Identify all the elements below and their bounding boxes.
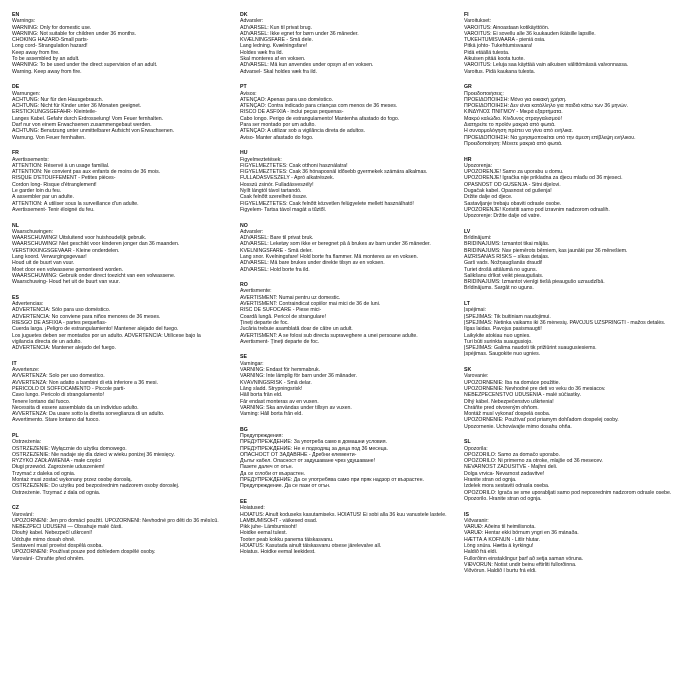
warning-line: Lång sladd. Strypningsrisk!: [240, 385, 303, 392]
section-heading: Varovanie:: [464, 373, 489, 380]
warning-line: WAARSCHUWING: Gebruik onder direct toezicht van een volwassene.: [12, 272, 176, 279]
section-heading: Avisos:: [240, 90, 257, 97]
warning-section-ee: [240, 499, 462, 556]
warning-line: ΠΡΟΕΙΔΟΠΟΙΗΣΗ: Δεν είναι κατάλληλο για παιδιά κάτω των 36 μηνών.: [464, 103, 629, 110]
section-heading: Avvertenze:: [12, 367, 40, 374]
warning-line: ADVARSEL: Ikke egnet for børn under 36 måneder.: [240, 30, 359, 37]
language-code: SL: [464, 439, 471, 446]
warning-line: OSTRZEŻENIE: Nie nadaje się dla dzieci w wieku poniżej 36 miesięcy.: [12, 451, 175, 458]
warning-line: Viðvörun. Haldið í burtu frá eldi.: [464, 568, 537, 575]
warning-line: UPOZORENJE! Samo za uporabu u domu.: [464, 169, 564, 176]
warning-line: VERSTIKKINGSGEVAAR - Kleine onderdelen.: [12, 247, 120, 254]
warning-line: Lang koord. Verwurgingsgevaar!: [12, 253, 87, 260]
warning-section-ro: [240, 282, 462, 345]
warning-line: PERICOLO DI SOFFOCAMENTO - Piccole parti-: [12, 385, 126, 392]
warning-line: OPOZORILO: Igrača se sme uporabljati samo pod neposrednim nadzorom odrasle osebe.: [464, 489, 672, 496]
warning-line: Advarsel- Skal holdes væk fra ild.: [240, 68, 317, 75]
warning-section-no: [240, 223, 462, 273]
warning-line: RISC DE SUFOCARE - Piese mici-: [240, 307, 322, 314]
warning-line: NEBEZPEČENSTVO UDUSENIA - malé súčiastky.: [464, 392, 581, 399]
warning-line: Varoitus. Pidä kaukana tulesta.: [464, 68, 536, 75]
section-heading: Hoiatused:: [240, 505, 265, 512]
section-heading: Warnings:: [12, 18, 36, 25]
warning-line: ATENÇÃO: Contra indicado para crianças com menos de 36 meses.: [240, 103, 398, 110]
warning-line: Ilgas laidas. Pavojus pasismaugti!: [464, 326, 542, 333]
warning-line: Figyelem- Tartsa távol magát a tűztől.: [240, 206, 327, 213]
warning-line: Udržujte mimo dosah ohně.: [12, 536, 76, 543]
warning-line: Trzymać z daleka od ognia.: [12, 470, 76, 477]
section-heading: Ostrzeżenia:: [12, 439, 42, 446]
warning-line: Brīdinājums. Sargāt no uguns.: [464, 285, 534, 292]
warning-line: AVVERTENZA: Da usare sotto la diretta sorveglianza di un adulto.: [12, 411, 165, 418]
language-code: DK: [240, 12, 248, 18]
warning-line: Turiet drošā attālumā no uguns.: [464, 266, 538, 273]
warning-line: Long cord- Strangulation hazard!: [12, 43, 88, 50]
warning-line: RIESGO DE ASFIXIA - partes pequeñas-: [12, 319, 107, 326]
warning-line: AVERTISMENT: Numai pentru uz domestic.: [240, 294, 341, 301]
section-heading: Viðvaranir:: [464, 517, 489, 524]
section-heading: Figyelmeztetések:: [240, 156, 282, 163]
warning-line: ACHTUNG: Nur für den Hausgebrauch.: [12, 96, 104, 103]
warning-line: Skal monteres af en voksen.: [240, 56, 306, 63]
warning-line: FIGYELMEZTETÉS: Csak felnőtt közvetlen felügyelete mellett használható!: [240, 200, 414, 207]
warning-line: Držite dalje od djece.: [464, 194, 513, 201]
warning-section-nl: [12, 223, 232, 286]
warning-line: ATTENTION: Réservé à un usage familial.: [12, 162, 110, 169]
warning-line: VARÚÐ: Aðeins til heimilisnota.: [464, 524, 536, 531]
language-code: HU: [240, 150, 248, 157]
warning-line: Pidä etäällä tulesta.: [464, 49, 510, 56]
language-code: NL: [12, 222, 19, 229]
language-code: BG: [240, 426, 248, 433]
warning-line: Lang snor. Kvelningsfare! Hold borte fra flammer. Må monteres av en voksen.: [240, 253, 418, 260]
warning-line: ADVARSEL: Hold borte fra ild.: [240, 266, 310, 273]
warning-line: Montáž musí vykonať dospelá osoba.: [464, 411, 551, 418]
language-code: LV: [464, 228, 471, 235]
column-right: [464, 12, 690, 584]
warning-line: ĮSPĖJIMAS: Netinka vaikams iki 36 mėnesių. PAVOJUS UŽSPRINGTI - mažos detalės.: [464, 319, 666, 326]
language-code: FI: [464, 12, 469, 18]
warning-line: ADVARSEL: Må kun anvendes under opsyn af en voksen.: [240, 62, 374, 69]
warning-line: NEBEZPEČÍ UDUŠENÍ — Obsahuje malé části.: [12, 524, 123, 531]
warning-line: HÆTTA Á KÖFNUN - Litlir hlutar.: [464, 536, 540, 543]
warning-line: AIZRĪŠANĀS RISKS – sīkas detaļas.: [464, 253, 550, 260]
language-code: GR: [464, 84, 472, 91]
warning-line: Cabo longo. Perigo de estrangulamento! Mantenha afastado do fogo.: [240, 115, 400, 122]
warning-line: WARNING: Not suitable for children under 36 months.: [12, 30, 137, 37]
warning-line: Lang ledning. Kvælningsfare!: [240, 43, 308, 50]
warning-line: UPOZORENJE! Koristiti samo pod izravnim nadzorom odraslih.: [464, 206, 610, 213]
warning-line: Hosszú zsinór. Fulladásveszély!: [240, 181, 314, 188]
warning-line: Löng snúra. Hætta á kyrkingu!: [464, 543, 534, 550]
warning-line: Η συναρμολόγηση πρέπει να γίνει από ενήλικα.: [464, 128, 573, 135]
warning-section-lt: [464, 301, 690, 358]
warning-line: RISCO DE ASFIXIA - inclui peças pequenas-: [240, 109, 344, 116]
warning-line: ATTENTION: Ne convient pas aux enfants de moins de 36 mois.: [12, 169, 161, 176]
warning-line: ADVARSEL: Må bare brukes under direkte tilsyn av en voksen.: [240, 260, 385, 267]
warning-line: Para ser montado por um adulto.: [240, 122, 316, 129]
warning-line: OPASNOST OD GUŠENJA - Sitni dijelovi.: [464, 181, 561, 188]
warning-line: Sestavení musí provést dospělá osoba.: [12, 543, 103, 550]
warning-line: WAARSCHUWING! Uitsluitend voor huishoudelijk gebruik.: [12, 235, 147, 242]
warning-line: Hranite stran od ognja.: [464, 477, 517, 484]
warning-line: ADVERTENCIA: Mantener alejado del fuego.: [12, 345, 116, 352]
warning-line: Upozorenje: Držite dalje od vatre.: [464, 213, 541, 220]
warning-line: ПРЕДУПРЕЖДЕНИЕ: За употреба само в домашни условия.: [240, 439, 387, 446]
warning-line: UPOZORNENIE: Používať pod priamym dohľadom dospelej osoby.: [464, 417, 619, 424]
warning-line: Предупреждение. Да се пази от огън.: [240, 483, 331, 490]
warning-line: Aikuisen pitää koota tuote.: [464, 56, 525, 63]
warning-line: ADVERTENCIA: No conviene para niños menores de 36 meses.: [12, 313, 161, 320]
warning-line: ACHTUNG: Nicht für Kinder unter 36 Monaten geeignet.: [12, 103, 142, 110]
section-heading: Avertissements:: [12, 156, 49, 163]
section-heading: Varoitukset:: [464, 18, 492, 25]
warning-line: KVÆLNINGSFARE - Små dele.: [240, 37, 313, 44]
language-code: CZ: [12, 505, 19, 512]
warning-line: VAROITUS: Ei sovellu alle 36 kuukauden ikäisille lapsille.: [464, 30, 596, 37]
warning-line: Upozornenie. Uchovávajte mimo dosahu ohňa.: [464, 423, 572, 430]
warning-section-gr: [464, 84, 690, 147]
section-heading: Opozorila:: [464, 445, 488, 452]
warning-line: AVVERTENZA: Solo per uso domestico.: [12, 373, 105, 380]
warning-section-dk: [240, 12, 462, 75]
warning-line: ATENÇÃO: A utilizar sob a vigilância direta de adultos.: [240, 128, 366, 135]
warning-line: Cavo lungo. Pericolo di strangolamento!: [12, 392, 104, 399]
warning-line: UPOZORNENIE: Iba na domáce použitie.: [464, 379, 561, 386]
warning-line: KVÄVNINGSRISK - Små delar.: [240, 379, 312, 386]
warning-line: Garš vads. Nožņaugšanās draudi!: [464, 260, 543, 267]
warning-line: VAROITUS: Leluja saa käyttää vain aikuisen välittömässä valvonnassa.: [464, 62, 629, 69]
warning-line: LÄMBUMISOHT - väikesed osad.: [240, 517, 318, 524]
warning-line: HOIATUS: Ainult koduseks kasutamiseks. HOIATUS! Ei sobi alla 36 kuu vanustele lastele.: [240, 511, 447, 518]
warning-line: Los juguetes deben ser montados por un adulto. ADVERTENCIA: Utilícese bajo la: [12, 332, 201, 339]
warning-line: À assembler par un adulte.: [12, 194, 74, 201]
warning-section-is: [464, 512, 690, 575]
warning-line: AVERTISMENT: A se folosi sub directa supraveghere a unei persoane adulte.: [240, 332, 418, 339]
warning-line: WARNING: Only for domestic use.: [12, 24, 92, 31]
warning-line: Dugačak kabel. Opasnost od gušenja!: [464, 188, 552, 195]
warning-line: Διατηρείτε το προϊόν μακριά από φωτιά.: [464, 122, 556, 129]
warning-line: NEVARNOST ZADUŠITVE - Majhni deli.: [464, 464, 558, 471]
warning-line: Įspėjimas. Saugokite nuo ugnies.: [464, 351, 541, 358]
warning-line: OPOZORILO: Ni primerno za otroke, mlajše od 36 mesecev.: [464, 458, 603, 465]
warning-line: ΚΙΝΔΥΝΟΣ ΠΝΙΓΜΟΥ - Μικρά εξαρτήματα.: [464, 109, 563, 116]
language-code: IT: [12, 360, 17, 367]
warning-line: Holdes væk fra ild.: [240, 49, 283, 56]
column-middle: [240, 12, 462, 565]
section-heading: Advarsler:: [240, 228, 264, 235]
warning-line: Varning: Håll borta från eld.: [240, 411, 303, 418]
warning-section-en: [12, 12, 232, 75]
warning-line: Warning. Keep away from fire.: [12, 68, 82, 75]
warning-line: VARÚÐ: Hentar ekki börnum yngri en 36 mánaða.: [464, 530, 579, 537]
warning-line: Długi przewód. Zagrożenie uduszeniem!: [12, 464, 105, 471]
language-code: FR: [12, 150, 19, 157]
warning-line: WAARSCHUWING! Niet geschikt voor kinderen jonger dan 36 maanden.: [12, 241, 180, 248]
section-heading: Advarsler:: [240, 18, 264, 25]
language-code: SK: [464, 367, 472, 374]
warning-line: ĮSPĖJIMAS: Tik buitiniam naudojimui.: [464, 313, 551, 320]
warning-section-lv: [464, 229, 690, 292]
warning-line: Coardă lungă. Pericol de strangulare!: [240, 313, 326, 320]
warning-line: Ostrzeżenie. Trzymać z dala od ognia.: [12, 489, 101, 496]
warning-section-sl: [464, 439, 690, 502]
warning-line: Keep away from fire.: [12, 49, 60, 56]
warning-line: Varování- Chraňte před ohněm.: [12, 555, 85, 562]
warning-line: ΠΡΟΕΙΔΟΠΟΙΗΣΗ: Μόνο για οικιακή χρήση.: [464, 96, 567, 103]
warning-line: Pitkä johto- Tukehtumisvaara!: [464, 43, 533, 50]
warning-line: Cordon long- Risque d'étranglement!: [12, 181, 97, 188]
section-heading: Advertencias:: [12, 301, 44, 308]
warning-line: Chráňte pred otvoreným ohňom.: [464, 404, 539, 411]
language-code: EN: [12, 12, 20, 18]
warning-line: FIGYELMEZTETÉS: Csak otthoni használatra!: [240, 162, 348, 169]
warning-line: Haldið frá eldi.: [464, 549, 498, 556]
warning-line: To be assembled by an adult.: [12, 56, 80, 63]
warning-section-bg: [240, 427, 462, 490]
language-code: SE: [240, 354, 247, 361]
warning-line: Turi būti surinkta suaugusiojo.: [464, 338, 533, 345]
warning-line: Necessita di essere assemblato da un individuo adulto.: [12, 404, 139, 411]
warning-line: Montaż musi zostać wykonany przez osobę dorosłą.: [12, 477, 132, 484]
language-code: LT: [464, 301, 470, 308]
language-code: ES: [12, 294, 19, 301]
section-heading: Waarschuwingen:: [12, 228, 54, 235]
warning-line: Пазете далеч от огън.: [240, 464, 293, 471]
warning-line: UPOZORNĚNÍ: Používat pouze pod dohledem dospělé osoby.: [12, 549, 156, 556]
warning-line: Țineți departe de foc.: [240, 319, 289, 326]
language-code: NO: [240, 222, 248, 229]
warning-line: Tenere lontano dal fuoco.: [12, 398, 71, 405]
warning-line: Izdelek mora sestaviti odrasla oseba.: [464, 483, 550, 490]
warning-line: ПРЕДУПРЕЖДЕНИЕ: Не е подходящ за деца под 36 месеца.: [240, 445, 389, 452]
section-heading: Предупреждения:: [240, 433, 283, 439]
warning-section-cz: [12, 505, 232, 562]
section-heading: Avertismente:: [240, 288, 272, 295]
warning-line: VAROITUS: Ainoastaan kotikäyttöön.: [464, 24, 550, 31]
language-code: PL: [12, 433, 19, 439]
warning-line: Waarschuwing- Houd het uit de buurt van vuur.: [12, 279, 120, 286]
warning-line: Tooteт peab kokku panema täiskasvanu.: [240, 536, 334, 543]
warning-line: ĮSPĖJIMAS: Galima naudoti tik prižiūrint suaugusiesiems.: [464, 345, 597, 352]
warning-section-es: [12, 295, 232, 352]
warning-line: Le garder loin du feu.: [12, 188, 62, 195]
warning-line: Hoiatus. Hoidke eemal leekidest.: [240, 549, 316, 556]
warning-line: Avertissement- Tenir éloigné du feu.: [12, 206, 95, 213]
warning-section-hu: [240, 150, 462, 213]
section-heading: Varování:: [12, 511, 34, 518]
warning-line: Pikk juhe- Lämbumisoht!: [240, 524, 297, 531]
warning-line: OSTRZEŻENIE: Do użytku pod bezpośrednim nadzorem osoby dorosłej.: [12, 483, 180, 490]
warning-line: Avertisment- Țineți departe de foc.: [240, 338, 320, 345]
warning-line: WARNING: To be used under the direct supervision of an adult.: [12, 62, 158, 69]
warning-line: TUKEHTUMISVAARA - pieniä osia.: [464, 37, 546, 44]
language-code: HR: [464, 156, 472, 163]
warning-section-it: [12, 361, 232, 424]
warning-line: Csak felnőtt szerelheti össze.: [240, 194, 308, 201]
warning-line: Aviso- Manter afastado do fogo.: [240, 134, 314, 141]
warning-line: ПРЕДУПРЕЖДЕНИЕ: Да се употребява само при пряк надзор от възрастен.: [240, 477, 424, 484]
section-heading: Upozorenja:: [464, 162, 492, 169]
language-code: IS: [464, 511, 469, 518]
section-heading: Warnungen:: [12, 90, 41, 97]
warning-line: AVVERTENZA: Non adatto a bambini di età inferiore a 36 mesi.: [12, 379, 158, 386]
warning-line: ADVARSEL: Kun til privat brug.: [240, 24, 312, 31]
section-heading: Προειδοποιήσεις:: [464, 90, 504, 97]
warning-line: ATENÇÃO: Apenas para uso doméstico.: [240, 96, 334, 103]
warning-line: KVELNINGSFARE - Små deler.: [240, 247, 313, 254]
warning-section-hr: [464, 157, 690, 220]
language-code: RO: [240, 282, 248, 289]
warning-line: Darf nur von einem Erwachsenen zusammengebaut werden.: [12, 122, 152, 129]
warning-line: ERSTICKUNGSGEFAHR- Kleinteile-: [12, 109, 97, 116]
warning-line: Salikšanu drīkst veikt pieaugušais.: [464, 272, 544, 279]
language-code: EE: [240, 498, 247, 505]
warning-line: Opozorilo. Hranite stran od ognja.: [464, 495, 542, 502]
warning-line: Får endast monteras av en vuxen.: [240, 398, 319, 405]
warning-line: Avvertimento. Stare lontano dal fuoco.: [12, 417, 100, 424]
warning-line: Jucăria trebuie asamblată doar de către un adult.: [240, 326, 353, 333]
warning-line: Hoidke eemal tulest.: [240, 530, 287, 537]
warning-line: RYZYKO ZADŁAWIENIA - małe części: [12, 458, 102, 465]
warning-line: ОПАСНОСТ ОТ ЗАДАВЯНЕ - Дребни елементи-: [240, 451, 357, 458]
warning-line: ATTENTION: À utiliser sous la surveillance d'un adulte.: [12, 200, 139, 207]
warning-line: Дълъг кабел. Опасност от задушаване чрез удушаване!: [240, 458, 375, 465]
warning-line: BRĪDINĀJUMS: Izmantot vienīgi tiešā pieaugušo uzraudzībā.: [464, 279, 605, 286]
warning-line: Sastavljanje trebaju obaviti odrasle osobe.: [464, 200, 562, 207]
warning-line: HOIATUS: Kasutada ainult täiskasvanu otsese järelevalve all.: [240, 543, 382, 550]
warning-line: BRĪDINĀJUMS: Izmantot tikai mājās.: [464, 241, 550, 248]
warning-line: Cuerda larga. ¡Peligro de estrangulamiento! Mantener alejado del fuego.: [12, 326, 179, 333]
warning-line: Dlouhý kabel. Nebezpečí uškrcení!: [12, 530, 93, 537]
section-heading: Įspėjimai:: [464, 307, 486, 314]
warning-line: ACHTUNG: Benutzung unter unmittelbarer Aufsicht von Erwachsenen.: [12, 128, 175, 135]
warning-line: FULLADÁSVESZÉLY - Apró alkatrészek.: [240, 175, 335, 182]
warning-line: Dlhý kábel. Nebezpečenstvo uškrtenia!: [464, 398, 554, 405]
warning-line: VIÐVÖRUN: Notist undir beinu eftirliti fullorðinna.: [464, 561, 577, 568]
warning-line: Dolga vrvica- Nevarnost zadavitve!: [464, 470, 545, 477]
warning-section-se: [240, 354, 462, 417]
warning-line: Håll borta från eld.: [240, 392, 283, 399]
warning-line: Houd uit de buurt van vuur.: [12, 260, 75, 267]
warning-line: CHOKING HAZARD-Small parts-: [12, 37, 89, 44]
warning-line: ADVARSEL: Leketøy som ikke er beregnet på å brukes av barn under 36 måneder.: [240, 241, 431, 248]
warning-line: OPOZORILO: Samo za domačo uporabo.: [464, 451, 561, 458]
warning-line: OSTRZEŻENIE: Wyłącznie do użytku domowego.: [12, 445, 127, 452]
language-code: PT: [240, 84, 247, 91]
warning-line: UPOZORNĚNÍ: Jen pro domácí použití. UPOZORNĚNÍ: Nevhodné pro děti do 36 měsíců.: [12, 517, 219, 524]
warning-line: ΠΡΟΕΙΔΟΠΟΙΗΣΗ: Να χρησιμοποιείται υπό την άμεση επίβλεψη ενήλικου.: [464, 134, 636, 141]
section-heading: Brīdinājumi:: [464, 235, 492, 242]
warning-line: ADVARSEL: Bare til privat bruk.: [240, 235, 314, 242]
warning-section-sk: [464, 367, 690, 430]
language-code: DE: [12, 84, 20, 91]
warning-line: VARNING: Endast för hemmabruk.: [240, 367, 321, 374]
warning-line: Да се сглоби от възрастен.: [240, 470, 306, 477]
warning-line: Nyílt lángtól távol tartandó.: [240, 188, 302, 195]
warning-line: UPOZORENJE! Igračka nije prikladna za djecu mlađu od 36 mjeseci.: [464, 175, 623, 182]
warning-line: RISQUE D'ÉTOUFFEMENT - Petites pièces-: [12, 175, 116, 182]
warning-line: Langes Kabel. Gefahr durch Erdrosselung! Vom Feuer fernhalten.: [12, 115, 164, 122]
warning-line: UPOZORNENIE: Nevhodné pre deti vo veku do 36 mesiacov.: [464, 385, 606, 392]
warning-section-de: [12, 84, 232, 141]
warning-line: Fullorðinn einstaklingur þarf að setja saman vöruna.: [464, 555, 584, 562]
warning-line: VARNING: Ska användas under tillsyn av vuxen.: [240, 404, 352, 411]
warning-line: VARNING: Inte lämplig för barn under 36 månader.: [240, 373, 357, 380]
warning-section-pl: [12, 433, 232, 496]
warning-line: Προειδοποίηση: Μένετε μακριά από φωτιά.: [464, 140, 563, 147]
warning-line: BRĪDINĀJUMS: Nav piemērots bērniem, kas jaunāki par 36 mēnešiem.: [464, 247, 628, 254]
warning-line: Laikykite atokiau nuo ugnies.: [464, 332, 531, 339]
warning-section-fi: [464, 12, 690, 75]
warning-section-pt: [240, 84, 462, 141]
warning-line: Moet door een volwassene gemonteerd worden.: [12, 266, 124, 273]
warning-line: vigilancia directa de un adulto.: [12, 338, 82, 345]
warning-section-fr: [12, 150, 232, 213]
warning-line: Μακρύ καλώδιο. Κίνδυνος στραγγαλισμού!: [464, 115, 562, 122]
column-left: [12, 12, 232, 571]
section-heading: Varningar:: [240, 360, 264, 367]
warning-line: ADVERTENCIA: Sólo para uso doméstico.: [12, 307, 111, 314]
warning-line: AVERTISMENT: Contraindicat copiilor mai mici de 36 de luni.: [240, 301, 381, 308]
warning-line: FIGYELMEZTETÉS: Csak 36 hónaposnál idősebb gyermekek számára alkalmas.: [240, 169, 428, 176]
warning-line: Warnung. Von Feuer fernhalten.: [12, 134, 86, 141]
